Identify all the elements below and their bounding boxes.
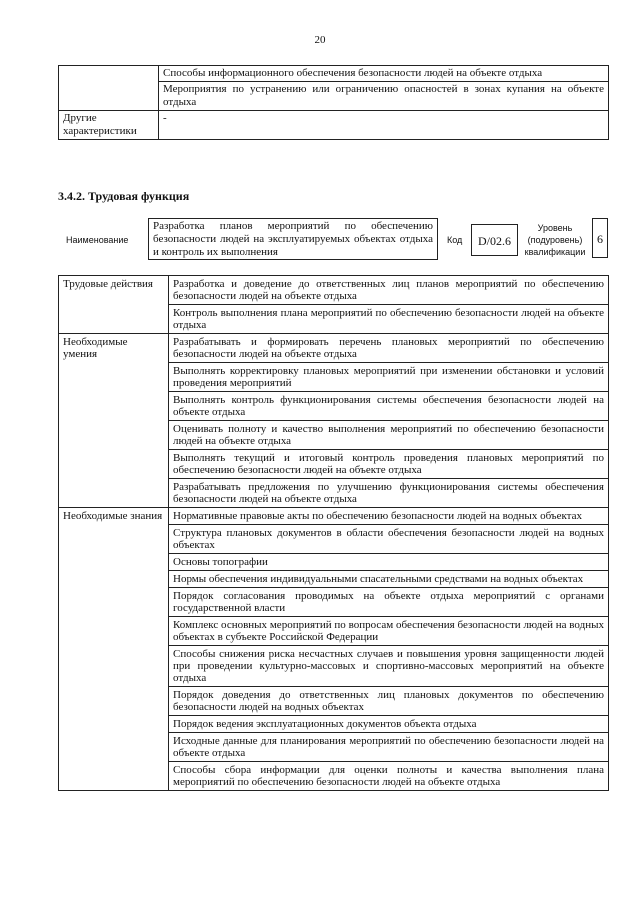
group-label: Трудовые действия xyxy=(59,276,169,334)
naming-label: Наименование xyxy=(66,235,129,245)
qualification-level: 6 xyxy=(592,218,608,258)
table-row xyxy=(59,508,609,525)
row-label: Другие характеристики xyxy=(59,111,159,140)
table-row xyxy=(59,276,609,305)
group-item: Основы топографии xyxy=(169,554,609,571)
group-item: Нормативные правовые акты по обеспечению безопасности людей на водных объектах xyxy=(169,508,609,525)
group-item: Разработка и доведение до ответственных лиц планов мероприятий по обеспечению безопасности людей на объекте отдыха xyxy=(169,276,609,305)
function-name: Разработка планов мероприятий по обеспечению безопасности людей на эксплуатируемых объектах отдыха и контроль их выполнения xyxy=(148,218,438,260)
group-item: Порядок ведения эксплуатационных документов объекта отдыха xyxy=(169,716,609,733)
group-label: Необходимые знания xyxy=(59,508,169,791)
continuation-table xyxy=(58,65,609,140)
table-row xyxy=(59,334,609,363)
row-text: Способы информационного обеспечения безопасности людей на объекте отдыха xyxy=(159,66,609,82)
group-item: Выполнять корректировку плановых мероприятий при изменении обстановки и условий проведения мероприятий xyxy=(169,363,609,392)
page-number: 20 xyxy=(314,34,326,46)
group-item: Оценивать полноту и качество выполнения мероприятий по обеспечению безопасности людей на объекте отдыха xyxy=(169,421,609,450)
group-item: Порядок согласования проводимых на объекте отдыха мероприятий с органами государственной власти xyxy=(169,588,609,617)
function-table xyxy=(58,275,609,791)
group-item: Способы сбора информации для оценки полноты и качества выполнения плана мероприятий по обеспечению безопасности людей на объекте отдыха xyxy=(169,762,609,791)
row-text: - xyxy=(159,111,609,140)
section-heading: 3.4.2. Трудовая функция xyxy=(58,189,190,203)
group-item: Структура плановых документов в области обеспечения безопасности людей на водных объектах xyxy=(169,525,609,554)
table-row xyxy=(59,111,609,140)
row-text: Мероприятия по устранению или ограничению опасностей в зонах купания на объекте отдыха xyxy=(159,82,609,111)
row-label xyxy=(59,66,159,111)
code-label: Код xyxy=(447,235,463,245)
group-item: Разрабатывать и формировать перечень плановых мероприятий по обеспечению безопасности людей на объекте отдыха xyxy=(169,334,609,363)
group-item: Выполнять контроль функционирования системы обеспечения безопасности людей на объекте отдыха xyxy=(169,392,609,421)
level-label: Уровень (подуровень) квалификации xyxy=(524,223,586,257)
group-item: Порядок доведения до ответственных лиц плановых документов по обеспечению безопасности людей на водных объектах xyxy=(169,687,609,716)
group-item: Выполнять текущий и итоговый контроль проведения плановых мероприятий по обеспечению безопасности людей на объекте отдыха xyxy=(169,450,609,479)
group-item: Нормы обеспечения индивидуальными спасательными средствами на водных объектах xyxy=(169,571,609,588)
group-item: Контроль выполнения плана мероприятий по обеспечению безопасности людей на объекте отдыха xyxy=(169,305,609,334)
group-item: Способы снижения риска несчастных случаев и повышения уровня защищенности людей при проведении культурно-массовых и спортивно-массовых мероприятий на объекте отдыха xyxy=(169,646,609,687)
group-item: Комплекс основных мероприятий по вопросам обеспечения безопасности людей на водных объектах в субъекте Российской Федерации xyxy=(169,617,609,646)
group-item: Разрабатывать предложения по улучшению функционирования системы обеспечения безопасности людей на объекте отдыха xyxy=(169,479,609,508)
group-label: Необходимые умения xyxy=(59,334,169,508)
function-header xyxy=(58,216,608,264)
function-code: D/02.6 xyxy=(471,224,518,256)
table-row xyxy=(59,66,609,82)
group-item: Исходные данные для планирования мероприятий по обеспечению безопасности людей на объекте отдыха xyxy=(169,733,609,762)
